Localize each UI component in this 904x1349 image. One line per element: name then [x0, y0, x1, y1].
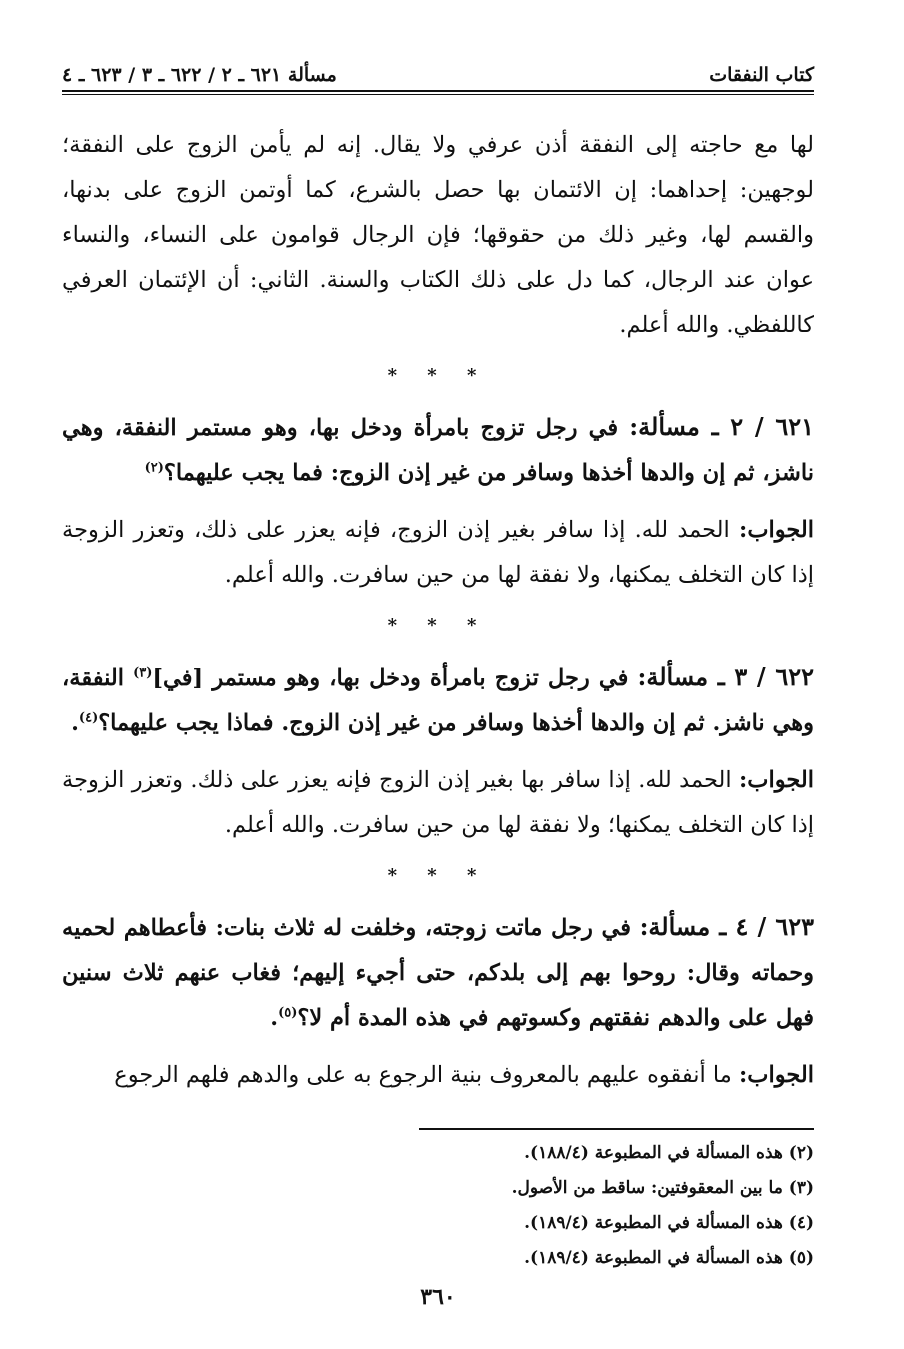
footnote-marker: (٥)	[278, 1005, 298, 1021]
answer-label: الجواب:	[739, 517, 815, 543]
answer-623	[62, 1053, 814, 1098]
answer-text: ما أنفقوه عليهم بالمعروف بنية الرجوع به على والدهم فلهم الرجوع	[114, 1062, 732, 1088]
answer-621	[62, 508, 814, 598]
footnote-4: (٤) هذه المسألة في المطبوعة (١٨٩/٤).	[524, 1213, 814, 1233]
question-text: في رجل تزوج بامرأة ودخل بها، وهو مستمر [في]	[152, 665, 629, 691]
running-head-issue-numbers: مسألة ٦٢١ ـ ٢ / ٦٢٢ ـ ٣ / ٦٢٣ ـ ٤	[62, 64, 337, 86]
answer-label: الجواب:	[739, 767, 814, 793]
question-text: في رجل تزوج بامرأة ودخل بها، وهو مستمر النفقة، وهي ناشز، ثم إن والدها أخذها وسافر من غير إذن الزوج: فما يجب عليهما؟	[62, 415, 814, 486]
body-text	[62, 123, 814, 1276]
page	[62, 52, 814, 1322]
question-number: ٦٢٣ / ٤ ـ مسألة:	[639, 912, 814, 941]
answer-text: الحمد لله. إذا سافر بها بغير إذن الزوج فإنه يعزر على ذلك. وتعزر الزوجة إذا كان التخلف يمكنها؛ ولا نفقة لها من حين سافرت. والله أعلم.	[62, 767, 814, 838]
section-separator: * * *	[387, 615, 489, 636]
running-head	[62, 52, 814, 86]
page-number: ٣٦٠	[420, 1284, 456, 1310]
intro-paragraph: لها مع حاجته إلى النفقة أذن عرفي ولا يقال. إنه لم يأمن الزوج على النفقة؛ لوجهين: إحداهما: إن الائتمان بها حصل بالشرع، كما أوتمن الزوج على بدنها، والقسم لها، وغير ذلك من حقوقها؛ فإن الرجال قوامون على النساء، والنساء عوان عند الرجال، كما دل على ذلك الكتاب والسنة. الثاني: أن الإئتمان العرفي كاللفظي. والله أعلم.	[62, 132, 814, 338]
header-rule	[62, 90, 814, 95]
footnote-5: (٥) هذه المسألة في المطبوعة (١٨٩/٤).	[524, 1248, 814, 1268]
question-622: ٦٢٢ / ٣ ـ مسألة: في رجل تزوج بامرأة ودخل بها، وهو مستمر [في]$^{(٣)}$ النفقة، وهي ناشز. ثم إن والدها أخذها وسافر من غير إذن الزوج. فماذا يجب عليهما؟$^{(٤)}$.	[62, 662, 814, 736]
footnote-marker: (٣)	[133, 665, 153, 681]
question-number: ٦٢٢ / ٣ ـ مسألة:	[637, 662, 814, 691]
question-text: في رجل ماتت زوجته، وخلفت له ثلاث بنات: فأعطاهم لحميه وحماته وقال: روحوا بهم إلى بلدكم، حتى أجيء إليهم؛ فغاب عنهم ثلاث سنين فهل على والدهم نفقتهم وكسوتهم في هذه المدة أم لا؟	[62, 915, 814, 1031]
footnote-3: (٣) ما بين المعقوفتين: ساقط من الأصول.	[511, 1178, 814, 1198]
footnote-marker: (٤)	[78, 710, 99, 726]
question-text-continued: النفقة، وهي ناشز. ثم إن والدها أخذها وسافر من غير إذن الزوج. فماذا يجب عليهما؟	[62, 665, 814, 736]
answer-622	[62, 758, 814, 848]
question-623: ٦٢٣ / ٤ ـ مسألة: في رجل ماتت زوجته، وخلفت له ثلاث بنات: فأعطاهم لحميه وحماته وقال: روحوا بهم إلى بلدكم، حتى أجيء إليهم؛ فغاب عنهم ثلاث سنين فهل على والدهم نفقتهم وكسوتهم في هذه المدة أم لا؟$^{(٥)}$.	[62, 912, 814, 1031]
question-621	[62, 404, 814, 496]
footnote-2: (٢) هذه المسألة في المطبوعة (١٨٨/٤).	[524, 1143, 814, 1163]
footnotes	[62, 1136, 814, 1276]
answer-text: الحمد لله. إذا سافر بغير إذن الزوج، فإنه يعزر على ذلك، وتعزر الزوجة إذا كان التخلف يمكنها، ولا نفقة لها من حين سافرت. والله أعلم.	[62, 517, 814, 588]
running-head-title: كتاب النفقات	[709, 64, 814, 86]
section-separator: * * *	[387, 865, 489, 886]
answer-label: الجواب:	[739, 1062, 814, 1088]
question-number: ٦٢١ / ٢ ـ مسألة:	[629, 412, 814, 441]
footnote-rule	[419, 1128, 814, 1130]
footnote-marker: (٢)	[144, 460, 164, 476]
section-separator: * * *	[387, 365, 489, 386]
